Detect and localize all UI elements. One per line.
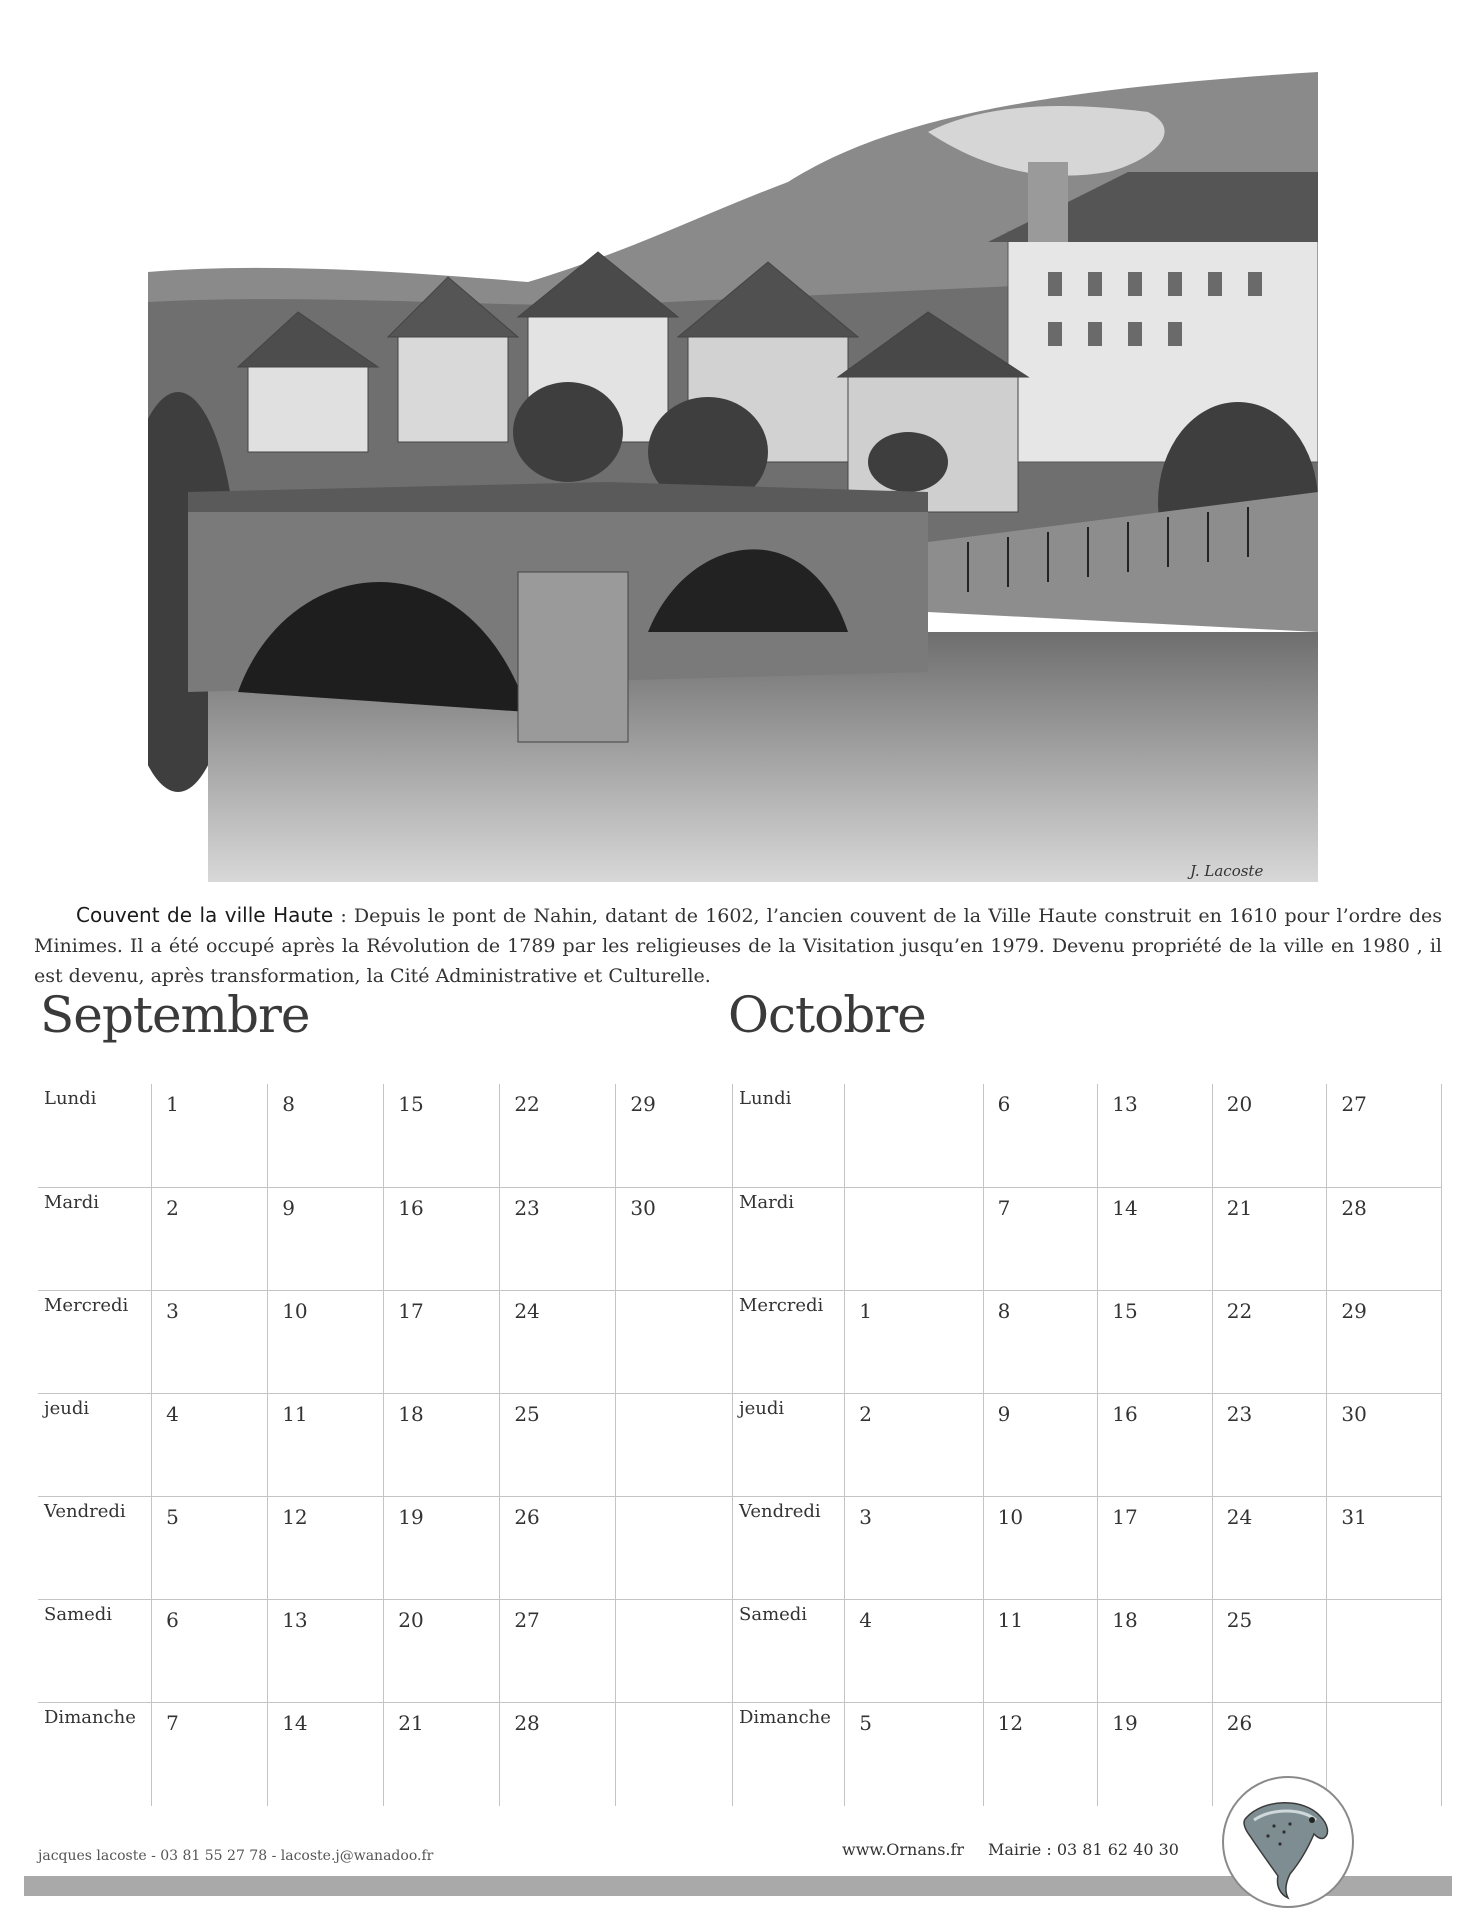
date-cell: 19 [1098,1703,1213,1806]
trout-fish-icon [1222,1776,1354,1908]
date-cell: 3 [152,1290,268,1393]
date-cell: 2 [152,1187,268,1290]
weekday-label: Mardi [38,1187,152,1290]
date-cell: 4 [845,1600,983,1703]
date-cell: 8 [268,1084,384,1187]
date-cell: 5 [152,1497,268,1600]
weekday-label: Mercredi [38,1290,152,1393]
date-cell: 22 [1212,1290,1327,1393]
calendar-september [38,1084,732,1806]
date-cell: 28 [500,1703,616,1806]
date-cell [616,1600,732,1703]
caption-paragraph [34,900,1442,991]
date-cell: 13 [1098,1084,1213,1187]
date-cell: 16 [384,1187,500,1290]
date-cell: 10 [268,1290,384,1393]
date-cell: 16 [1098,1393,1213,1496]
date-cell: 27 [500,1600,616,1703]
date-cell [616,1393,732,1496]
footer-website[interactable]: www.Ornans.fr [842,1840,965,1859]
weekday-label: Mardi [733,1187,845,1290]
calendar-row [38,1084,732,1187]
weekday-label: Lundi [733,1084,845,1187]
date-cell: 22 [500,1084,616,1187]
footer-contact: jacques lacoste - 03 81 55 27 78 - lacoste.j@wanadoo.fr [38,1848,434,1864]
date-cell: 21 [1212,1187,1327,1290]
calendar-row [733,1084,1442,1187]
date-cell: 4 [152,1393,268,1496]
date-cell: 20 [1212,1084,1327,1187]
date-cell: 12 [268,1497,384,1600]
caption-text: : Depuis le pont de Nahin, datant de 1602, l’ancien couvent de la Ville Haute construit en 1610 pour l’ordre des Minimes. Il a été occupé après la Révolution de 1789 par les religieuses de la Visitation jusqu’en 1979. Devenu propriété de la ville en 1980 , il est devenu, après transformation, la Cité Administrative et Culturelle. [34,905,1442,987]
calendar-row [38,1187,732,1290]
weekday-label: jeudi [38,1393,152,1496]
date-cell: 17 [1098,1497,1213,1600]
date-cell: 25 [1212,1600,1327,1703]
date-cell: 14 [1098,1187,1213,1290]
date-cell: 1 [845,1290,983,1393]
weekday-label: Samedi [733,1600,845,1703]
date-cell: 1 [152,1084,268,1187]
date-cell: 25 [500,1393,616,1496]
date-cell: 26 [500,1497,616,1600]
month-title-october: Octobre [728,986,926,1044]
date-cell: 30 [1327,1393,1442,1496]
weekday-label: Dimanche [733,1703,845,1806]
calendar-october [732,1084,1442,1806]
date-cell [616,1497,732,1600]
date-cell: 15 [384,1084,500,1187]
date-cell: 31 [1327,1497,1442,1600]
weekday-label: Samedi [38,1600,152,1703]
month-title-september: Septembre [40,986,310,1044]
calendar-row [733,1187,1442,1290]
date-cell: 24 [500,1290,616,1393]
date-cell: 9 [983,1393,1098,1496]
date-cell: 9 [268,1187,384,1290]
date-cell: 10 [983,1497,1098,1600]
caption-title: Couvent de la ville Haute [76,903,334,927]
date-cell: 7 [152,1703,268,1806]
date-cell: 11 [268,1393,384,1496]
date-cell: 30 [616,1187,732,1290]
weekday-label: Dimanche [38,1703,152,1806]
date-cell: 5 [845,1703,983,1806]
date-cell: 21 [384,1703,500,1806]
date-cell [845,1187,983,1290]
footer-mairie-phone: Mairie : 03 81 62 40 30 [988,1840,1179,1859]
date-cell: 29 [1327,1290,1442,1393]
date-cell: 29 [616,1084,732,1187]
date-cell: 2 [845,1393,983,1496]
date-cell [1327,1600,1442,1703]
date-cell: 23 [500,1187,616,1290]
bridge-illustration [148,72,1318,882]
calendar-row [733,1703,1442,1806]
calendar-row [38,1393,732,1496]
date-cell: 24 [1212,1497,1327,1600]
date-cell: 15 [1098,1290,1213,1393]
date-cell: 17 [384,1290,500,1393]
weekday-label: jeudi [733,1393,845,1496]
date-cell [616,1290,732,1393]
date-cell [616,1703,732,1806]
calendar-row [733,1393,1442,1496]
date-cell: 3 [845,1497,983,1600]
date-cell: 28 [1327,1187,1442,1290]
calendar-row [733,1290,1442,1393]
date-cell: 14 [268,1703,384,1806]
date-cell [845,1084,983,1187]
date-cell: 23 [1212,1393,1327,1496]
date-cell [1327,1703,1442,1806]
date-cell: 18 [1098,1600,1213,1703]
date-cell: 19 [384,1497,500,1600]
date-cell: 20 [384,1600,500,1703]
calendar-row [733,1600,1442,1703]
date-cell: 11 [983,1600,1098,1703]
weekday-label: Vendredi [733,1497,845,1600]
date-cell: 13 [268,1600,384,1703]
calendar-grid [38,1084,1442,1806]
weekday-label: Mercredi [733,1290,845,1393]
date-cell: 12 [983,1703,1098,1806]
date-cell: 8 [983,1290,1098,1393]
calendar-row [38,1290,732,1393]
weekday-label: Lundi [44,1088,97,1109]
calendar-row [733,1497,1442,1600]
calendar-row [38,1600,732,1703]
date-cell: 6 [983,1084,1098,1187]
artist-signature: J. Lacoste [1190,862,1264,880]
date-cell: 7 [983,1187,1098,1290]
calendar-row [38,1703,732,1806]
date-cell: 26 [1212,1703,1327,1806]
date-cell: 6 [152,1600,268,1703]
calendar-row [38,1497,732,1600]
date-cell: 18 [384,1393,500,1496]
date-cell: 27 [1327,1084,1442,1187]
weekday-label: Vendredi [38,1497,152,1600]
